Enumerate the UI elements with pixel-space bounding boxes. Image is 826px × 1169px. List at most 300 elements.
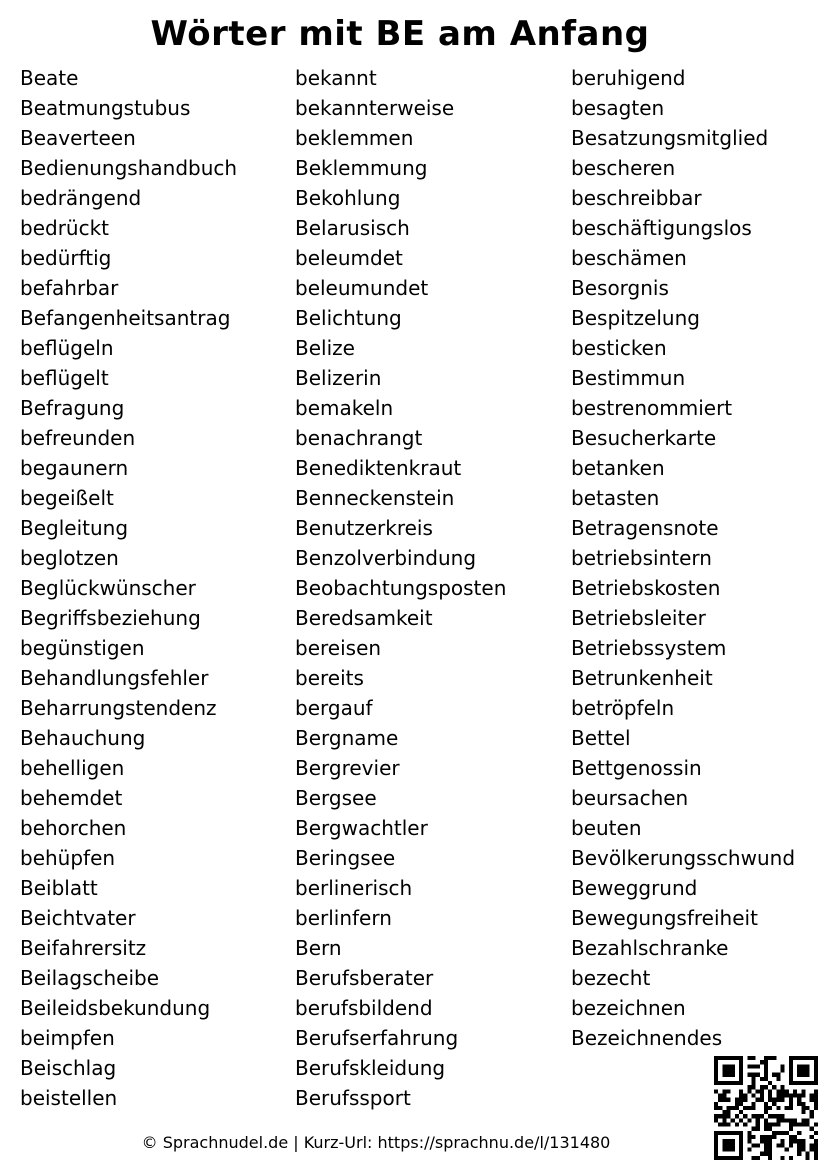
qr-module bbox=[776, 1131, 780, 1135]
word-list-item: Bergrevier bbox=[295, 756, 400, 780]
qr-module bbox=[768, 1089, 772, 1093]
qr-module bbox=[772, 1085, 776, 1089]
qr-module bbox=[718, 1098, 722, 1102]
qr-module bbox=[722, 1098, 726, 1102]
word-list-item: Beglückwünscher bbox=[20, 576, 196, 600]
word-list-item: Beischlag bbox=[20, 1056, 117, 1080]
qr-module bbox=[797, 1064, 809, 1076]
qr-module bbox=[714, 1089, 718, 1093]
word-list-item: Beaverteen bbox=[20, 126, 136, 150]
word-list-item: bezecht bbox=[571, 966, 651, 990]
qr-module bbox=[739, 1089, 743, 1093]
qr-module bbox=[810, 1093, 814, 1097]
word-list-item: Beichtvater bbox=[20, 906, 136, 930]
qr-module bbox=[760, 1093, 764, 1097]
qr-module bbox=[751, 1081, 755, 1085]
qr-module bbox=[714, 1106, 718, 1110]
qr-module bbox=[814, 1106, 818, 1110]
word-list-item: Belize bbox=[295, 336, 355, 360]
qr-module bbox=[743, 1106, 747, 1110]
qr-module bbox=[776, 1093, 780, 1097]
qr-module bbox=[739, 1093, 743, 1097]
word-list-item: bescheren bbox=[571, 156, 676, 180]
qr-module bbox=[793, 1139, 797, 1143]
word-list-item: befahrbar bbox=[20, 276, 119, 300]
word-list-item: Bettel bbox=[571, 726, 631, 750]
qr-module bbox=[789, 1102, 793, 1106]
qr-module bbox=[785, 1131, 789, 1135]
qr-module bbox=[785, 1106, 789, 1110]
qr-module bbox=[751, 1127, 755, 1131]
qr-module bbox=[772, 1135, 776, 1139]
word-list-item: Berufskleidung bbox=[295, 1056, 446, 1080]
word-column-3 bbox=[571, 63, 795, 1053]
qr-module bbox=[801, 1148, 805, 1152]
qr-module bbox=[772, 1098, 776, 1102]
page-title: Wörter mit BE am Anfang bbox=[150, 14, 650, 54]
qr-module bbox=[768, 1139, 772, 1143]
qr-module bbox=[764, 1127, 768, 1131]
word-list-item: Berufserfahrung bbox=[295, 1026, 459, 1050]
qr-module bbox=[714, 1114, 718, 1118]
qr-module bbox=[747, 1056, 751, 1060]
qr-module bbox=[764, 1060, 768, 1064]
word-list-item: betanken bbox=[571, 456, 665, 480]
qr-module bbox=[785, 1118, 789, 1122]
word-list-item: Begleitung bbox=[20, 516, 129, 540]
word-list-item: betriebsintern bbox=[571, 546, 712, 570]
qr-module bbox=[764, 1077, 768, 1081]
word-list-item: berufsbildend bbox=[295, 996, 433, 1020]
qr-module bbox=[718, 1123, 722, 1127]
qr-module bbox=[760, 1077, 764, 1081]
word-list-item: Behandlungsfehler bbox=[20, 666, 209, 690]
qr-module bbox=[726, 1106, 730, 1110]
word-list-item: bereits bbox=[295, 666, 364, 690]
qr-module bbox=[785, 1089, 789, 1093]
word-list-item: besticken bbox=[571, 336, 667, 360]
qr-module bbox=[789, 1098, 793, 1102]
qr-module bbox=[772, 1114, 776, 1118]
qr-module bbox=[751, 1143, 755, 1147]
qr-module bbox=[781, 1143, 785, 1147]
qr-module bbox=[764, 1073, 768, 1077]
qr-module bbox=[801, 1123, 805, 1127]
qr-module bbox=[743, 1093, 747, 1097]
qr-module bbox=[739, 1110, 743, 1114]
word-list-item: Bedienungshandbuch bbox=[20, 156, 238, 180]
word-list-item: behorchen bbox=[20, 816, 127, 840]
qr-module bbox=[751, 1156, 755, 1160]
word-list-item: Bergwachtler bbox=[295, 816, 428, 840]
word-list-item: Besatzungsmitglied bbox=[571, 126, 769, 150]
word-list-item: Benneckenstein bbox=[295, 486, 455, 510]
qr-module bbox=[781, 1064, 785, 1068]
qr-module bbox=[756, 1064, 760, 1068]
qr-module bbox=[760, 1089, 764, 1093]
qr-module bbox=[735, 1102, 739, 1106]
word-list-item: bestrenommiert bbox=[571, 396, 733, 420]
qr-module bbox=[768, 1081, 772, 1085]
qr-module bbox=[768, 1106, 772, 1110]
word-list-item: bekannterweise bbox=[295, 96, 455, 120]
qr-module bbox=[801, 1139, 805, 1143]
qr-module bbox=[760, 1098, 764, 1102]
qr-module bbox=[751, 1085, 755, 1089]
word-list-item: Beatmungstubus bbox=[20, 96, 191, 120]
word-list-item: betasten bbox=[571, 486, 660, 510]
qr-module bbox=[810, 1110, 814, 1114]
qr-module bbox=[768, 1056, 772, 1060]
qr-module bbox=[806, 1118, 810, 1122]
qr-module bbox=[801, 1089, 805, 1093]
word-list-item: Beringsee bbox=[295, 846, 396, 870]
word-list-item: beschäftigungslos bbox=[571, 216, 752, 240]
qr-module bbox=[739, 1118, 743, 1122]
word-list-item: Berufssport bbox=[295, 1086, 411, 1110]
qr-module bbox=[776, 1073, 780, 1077]
qr-module bbox=[747, 1085, 751, 1089]
word-list-item: behüpfen bbox=[20, 846, 116, 870]
qr-module bbox=[756, 1156, 760, 1160]
word-list-item: bedrückt bbox=[20, 216, 110, 240]
word-list-item: Belizerin bbox=[295, 366, 382, 390]
qr-module bbox=[793, 1135, 797, 1139]
qr-module bbox=[768, 1148, 772, 1152]
qr-module bbox=[743, 1114, 747, 1118]
word-list-item: Besucherkarte bbox=[571, 426, 717, 450]
word-list-item: beleumdet bbox=[295, 246, 403, 270]
word-list-item: Benzolverbindung bbox=[295, 546, 477, 570]
qr-module bbox=[810, 1143, 814, 1147]
word-list-item: Befangenheitsantrag bbox=[20, 306, 231, 330]
qr-module bbox=[772, 1073, 776, 1077]
qr-module bbox=[781, 1085, 785, 1089]
qr-module bbox=[801, 1106, 805, 1110]
qr-module bbox=[726, 1114, 730, 1118]
qr-module bbox=[776, 1143, 780, 1147]
qr-module bbox=[726, 1098, 730, 1102]
qr-module bbox=[789, 1127, 793, 1131]
qr-module bbox=[726, 1089, 730, 1093]
qr-module bbox=[789, 1118, 793, 1122]
qr-module bbox=[722, 1093, 726, 1097]
qr-module bbox=[764, 1148, 768, 1152]
word-list-item: Begriffsbeziehung bbox=[20, 606, 201, 630]
word-list-item: Benediktenkraut bbox=[295, 456, 462, 480]
qr-module bbox=[776, 1077, 780, 1081]
word-list-item: befreunden bbox=[20, 426, 136, 450]
qr-module bbox=[760, 1085, 764, 1089]
qr-module bbox=[814, 1148, 818, 1152]
qr-module bbox=[768, 1152, 772, 1156]
word-list-item: Bespitzelung bbox=[571, 306, 700, 330]
qr-module bbox=[760, 1114, 764, 1118]
qr-module bbox=[722, 1089, 726, 1093]
qr-module bbox=[768, 1093, 772, 1097]
qr-module bbox=[747, 1073, 751, 1077]
qr-module bbox=[756, 1114, 760, 1118]
qr-module bbox=[781, 1131, 785, 1135]
word-list-item: Bergsee bbox=[295, 786, 377, 810]
word-column-2 bbox=[295, 63, 506, 1113]
qr-module bbox=[772, 1102, 776, 1106]
qr-module bbox=[751, 1056, 755, 1060]
qr-module bbox=[810, 1135, 814, 1139]
word-list-item: Beredsamkeit bbox=[295, 606, 433, 630]
qr-module bbox=[747, 1139, 751, 1143]
footer-credit: © Sprachnudel.de | Kurz-Url: https://sprachnu.de/l/131480 bbox=[141, 1133, 611, 1152]
qr-module bbox=[810, 1114, 814, 1118]
qr-module bbox=[747, 1148, 751, 1152]
qr-module bbox=[781, 1098, 785, 1102]
qr-module bbox=[764, 1152, 768, 1156]
qr-module bbox=[751, 1093, 755, 1097]
qr-module bbox=[751, 1102, 755, 1106]
word-list-item: begaunern bbox=[20, 456, 129, 480]
qr-module bbox=[726, 1123, 730, 1127]
qr-module bbox=[718, 1093, 722, 1097]
qr-module bbox=[781, 1068, 785, 1072]
word-list-item: bedrängend bbox=[20, 186, 142, 210]
qr-module bbox=[718, 1106, 722, 1110]
qr-module bbox=[797, 1131, 801, 1135]
qr-module bbox=[739, 1102, 743, 1106]
qr-module bbox=[764, 1135, 768, 1139]
word-list-item: Beweggrund bbox=[571, 876, 698, 900]
qr-module bbox=[793, 1089, 797, 1093]
qr-module bbox=[789, 1106, 793, 1110]
qr-module bbox=[735, 1098, 739, 1102]
word-list-item: Beilagscheibe bbox=[20, 966, 160, 990]
word-list-item: bemakeln bbox=[295, 396, 394, 420]
word-list-item: Bern bbox=[295, 936, 342, 960]
qr-module bbox=[768, 1143, 772, 1147]
qr-module bbox=[806, 1156, 810, 1160]
qr-module bbox=[797, 1098, 801, 1102]
qr-module bbox=[756, 1127, 760, 1131]
word-list-item: Beate bbox=[20, 66, 79, 90]
word-list-item: beursachen bbox=[571, 786, 689, 810]
qr-module bbox=[814, 1131, 818, 1135]
word-list-item: beruhigend bbox=[571, 66, 686, 90]
qr-module bbox=[789, 1143, 793, 1147]
word-list-item: beleumundet bbox=[295, 276, 429, 300]
word-list-item: beuten bbox=[571, 816, 642, 840]
qr-module bbox=[785, 1093, 789, 1097]
word-list-item: beklemmen bbox=[295, 126, 414, 150]
qr-module bbox=[781, 1156, 785, 1160]
qr-module bbox=[764, 1064, 768, 1068]
word-list-item: Bekohlung bbox=[295, 186, 401, 210]
word-list-item: Berufsberater bbox=[295, 966, 434, 990]
qr-module bbox=[764, 1102, 768, 1106]
word-list-item: Betriebssystem bbox=[571, 636, 727, 660]
word-list-item: bezeichnen bbox=[571, 996, 686, 1020]
qr-module bbox=[731, 1106, 735, 1110]
qr-module bbox=[772, 1131, 776, 1135]
qr-module bbox=[785, 1148, 789, 1152]
qr-module bbox=[797, 1093, 801, 1097]
qr-module bbox=[747, 1135, 751, 1139]
qr-module bbox=[768, 1135, 772, 1139]
qr-module bbox=[814, 1089, 818, 1093]
qr-module bbox=[781, 1093, 785, 1097]
word-list-item: Betragensnote bbox=[571, 516, 719, 540]
qr-module bbox=[793, 1118, 797, 1122]
word-list-item: Befragung bbox=[20, 396, 125, 420]
qr-module bbox=[764, 1056, 768, 1060]
qr-module bbox=[726, 1110, 730, 1114]
qr-module bbox=[751, 1073, 755, 1077]
qr-module bbox=[760, 1135, 764, 1139]
qr-module bbox=[814, 1143, 818, 1147]
qr-module bbox=[747, 1106, 751, 1110]
qr-module bbox=[789, 1139, 793, 1143]
qr-code-icon[interactable] bbox=[714, 1056, 818, 1160]
qr-module bbox=[722, 1114, 726, 1118]
word-list-item: beglotzen bbox=[20, 546, 119, 570]
qr-module bbox=[768, 1127, 772, 1131]
word-list-item: Bettgenossin bbox=[571, 756, 702, 780]
qr-module bbox=[814, 1123, 818, 1127]
qr-module bbox=[801, 1093, 805, 1097]
word-list-item: bereisen bbox=[295, 636, 382, 660]
qr-module bbox=[801, 1118, 805, 1122]
qr-module bbox=[768, 1123, 772, 1127]
qr-module bbox=[797, 1123, 801, 1127]
qr-module bbox=[814, 1152, 818, 1156]
word-list-item: Bezahlschranke bbox=[571, 936, 729, 960]
qr-module bbox=[797, 1148, 801, 1152]
qr-module bbox=[722, 1064, 734, 1076]
word-list-item: Betrunkenheit bbox=[571, 666, 713, 690]
word-list-item: betröpfeln bbox=[571, 696, 675, 720]
qr-module bbox=[810, 1098, 814, 1102]
qr-module bbox=[735, 1123, 739, 1127]
word-list-item: bergauf bbox=[295, 696, 373, 720]
qr-module bbox=[789, 1093, 793, 1097]
word-list-item: Bergname bbox=[295, 726, 399, 750]
qr-module bbox=[768, 1156, 772, 1160]
word-list-item: behemdet bbox=[20, 786, 123, 810]
qr-module bbox=[747, 1131, 751, 1135]
qr-module bbox=[722, 1110, 726, 1114]
qr-module bbox=[776, 1123, 780, 1127]
word-list-item: behelligen bbox=[20, 756, 125, 780]
qr-module bbox=[814, 1156, 818, 1160]
qr-module bbox=[722, 1118, 726, 1122]
word-list-item: Behauchung bbox=[20, 726, 146, 750]
qr-module bbox=[751, 1114, 755, 1118]
qr-module bbox=[760, 1060, 764, 1064]
qr-module bbox=[776, 1098, 780, 1102]
qr-module bbox=[747, 1118, 751, 1122]
word-list-item: Beharrungstendenz bbox=[20, 696, 217, 720]
qr-module bbox=[735, 1114, 739, 1118]
qr-module bbox=[764, 1106, 768, 1110]
word-list-item: beflügelt bbox=[20, 366, 109, 390]
qr-module bbox=[814, 1093, 818, 1097]
word-list-item: Benutzerkreis bbox=[295, 516, 433, 540]
qr-module bbox=[797, 1152, 801, 1156]
word-list-item: beschämen bbox=[571, 246, 687, 270]
qr-module bbox=[756, 1073, 760, 1077]
qr-module bbox=[751, 1106, 755, 1110]
qr-module bbox=[764, 1085, 768, 1089]
qr-module bbox=[814, 1102, 818, 1106]
qr-module bbox=[739, 1098, 743, 1102]
qr-module bbox=[797, 1102, 801, 1106]
word-list-item: bekannt bbox=[295, 66, 377, 90]
qr-module bbox=[793, 1123, 797, 1127]
qr-module bbox=[801, 1110, 805, 1114]
word-list-item: Beifahrersitz bbox=[20, 936, 147, 960]
word-list-item: benachrangt bbox=[295, 426, 423, 450]
qr-module bbox=[806, 1123, 810, 1127]
word-column-1 bbox=[20, 63, 237, 1113]
qr-module bbox=[735, 1106, 739, 1110]
qr-module bbox=[768, 1098, 772, 1102]
qr-module bbox=[764, 1139, 768, 1143]
qr-module bbox=[776, 1089, 780, 1093]
qr-module bbox=[806, 1152, 810, 1156]
word-list-item: Beiblatt bbox=[20, 876, 98, 900]
qr-module bbox=[793, 1093, 797, 1097]
qr-module bbox=[751, 1135, 755, 1139]
qr-module bbox=[731, 1118, 735, 1122]
qr-module bbox=[764, 1110, 768, 1114]
qr-module bbox=[801, 1102, 805, 1106]
word-list-item: begünstigen bbox=[20, 636, 145, 660]
word-list-item: Belichtung bbox=[295, 306, 402, 330]
qr-module bbox=[781, 1139, 785, 1143]
qr-module bbox=[743, 1123, 747, 1127]
word-list-item: Belarusisch bbox=[295, 216, 410, 240]
word-list-item: beimpfen bbox=[20, 1026, 115, 1050]
word-list-item: berlinerisch bbox=[295, 876, 413, 900]
qr-module bbox=[772, 1056, 776, 1060]
qr-module bbox=[789, 1123, 793, 1127]
qr-module bbox=[714, 1102, 718, 1106]
word-list-item: bedürftig bbox=[20, 246, 112, 270]
qr-module bbox=[781, 1118, 785, 1122]
qr-module bbox=[814, 1139, 818, 1143]
word-list-item: Beobachtungsposten bbox=[295, 576, 507, 600]
qr-module bbox=[801, 1143, 805, 1147]
qr-module bbox=[747, 1064, 751, 1068]
qr-module bbox=[714, 1118, 718, 1122]
word-list-item: Bewegungsfreiheit bbox=[571, 906, 758, 930]
qr-module bbox=[756, 1143, 760, 1147]
qr-module bbox=[776, 1118, 780, 1122]
qr-module bbox=[772, 1123, 776, 1127]
qr-module bbox=[789, 1135, 793, 1139]
qr-module bbox=[789, 1156, 793, 1160]
word-list-item: berlinfern bbox=[295, 906, 392, 930]
qr-module bbox=[781, 1114, 785, 1118]
qr-module bbox=[743, 1098, 747, 1102]
qr-module bbox=[781, 1089, 785, 1093]
qr-module bbox=[814, 1098, 818, 1102]
word-list-item: Besorgnis bbox=[571, 276, 669, 300]
word-list-item: begeißelt bbox=[20, 486, 114, 510]
qr-module bbox=[756, 1118, 760, 1122]
qr-module bbox=[756, 1098, 760, 1102]
qr-module bbox=[764, 1118, 768, 1122]
word-list-item: beschreibbar bbox=[571, 186, 702, 210]
word-list-item: beistellen bbox=[20, 1086, 118, 1110]
